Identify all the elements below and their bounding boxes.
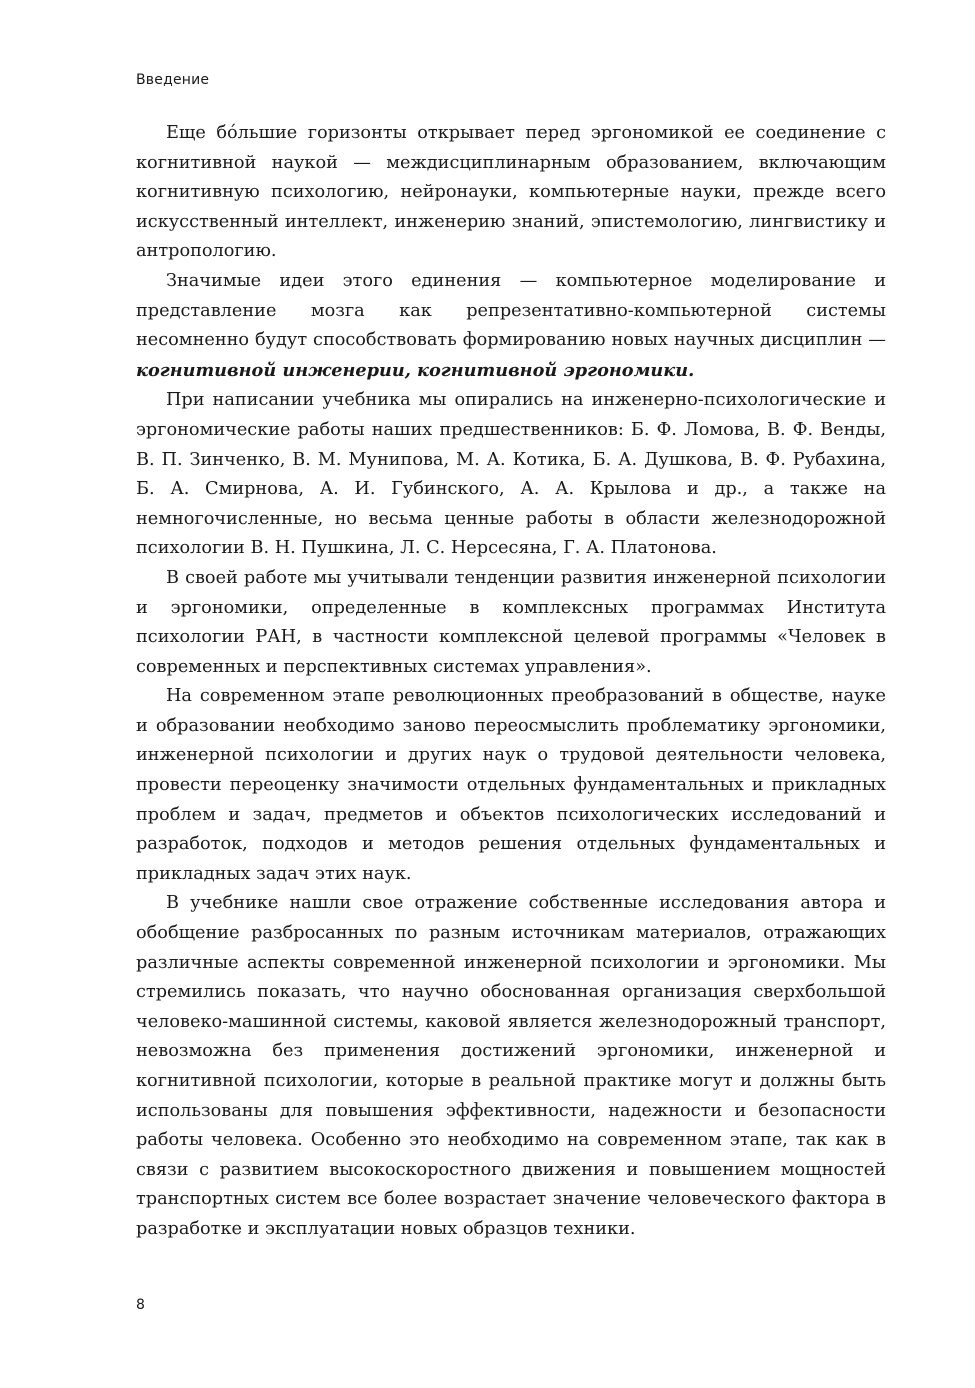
paragraph-2-text: Значимые идеи этого единения — компьютерное моделирование и представление мозга как репрезентативно-компьютерной системы несомненно будут способствовать формированию новых научных дисциплин — (136, 270, 886, 351)
paragraph-4: В своей работе мы учитывали тенденции развития инженерной психологии и эргономики, определенные в комплексных программах Института психологии РАН, в частности комплексной целевой программы «Человек в современных и перспективных системах управления». (136, 567, 886, 677)
body-text (136, 119, 886, 1245)
running-head: Введение (136, 72, 210, 88)
paragraph-2 (136, 267, 886, 386)
paragraph-1: Еще бо́льшие горизонты открывает перед эргономикой ее соединение с когнитивной наукой — междисциплинарным образованием, включающим когнитивную психологию, нейронауки, компьютерные науки, прежде всего искусственный интеллект, инженерию знаний, эпистемологию, лингвистику и антропологию. (136, 123, 886, 262)
paragraph-2-emphasis: когнитивной инженерии, когнитивной эргономики. (136, 359, 695, 381)
paragraph-6: В учебнике нашли свое отражение собственные исследования автора и обобщение разбросанных по разным источникам материалов, отражающих различные аспекты современной инженерной психологии и эргономики. Мы стремились показать, что научно обоснованная организация сверхбольшой человеко-машинной системы, каковой является железнодорожный транспорт, невозможна без применения достижений эргономики, инженерной и когнитивной психологии, которые в реальной практике могут и должны быть использованы для повышения эффективности, надежности и безопасности работы человека. Особенно это необходимо на современном этапе, так как в связи с развитием высокоскоростного движения и повышением мощностей транспортных систем все более возрастает значение человеческого фактора в разработке и эксплуатации новых образцов техники. (136, 893, 886, 1239)
page-number: 8 (136, 1297, 145, 1313)
paragraph-5: На современном этапе революционных преобразований в обществе, науке и образовании необходимо заново переосмыслить проблематику эргономики, инженерной психологии и других наук о трудовой деятельности человека, провести переоценку значимости отдельных фундаментальных и прикладных проблем и задач, предметов и объектов психологических исследований и разработок, подходов и методов решения отдельных фундаментальных и прикладных задач этих наук. (136, 686, 886, 884)
paragraph-3: При написании учебника мы опирались на инженерно-психологические и эргономические работы наших предшественников: Б. Ф. Ломова, В. Ф. Венды, В. П. Зинченко, В. М. Мунипова, М. А. Котика, Б. А. Душкова, В. Ф. Рубахина, Б. А. Смирнова, А. И. Губинского, А. А. Крылова и др., а также на немногочисленные, но весьма ценные работы в области железнодорожной психологии В. Н. Пушкина, Л. С. Нерсесяна, Г. А. Платонова. (136, 390, 886, 559)
